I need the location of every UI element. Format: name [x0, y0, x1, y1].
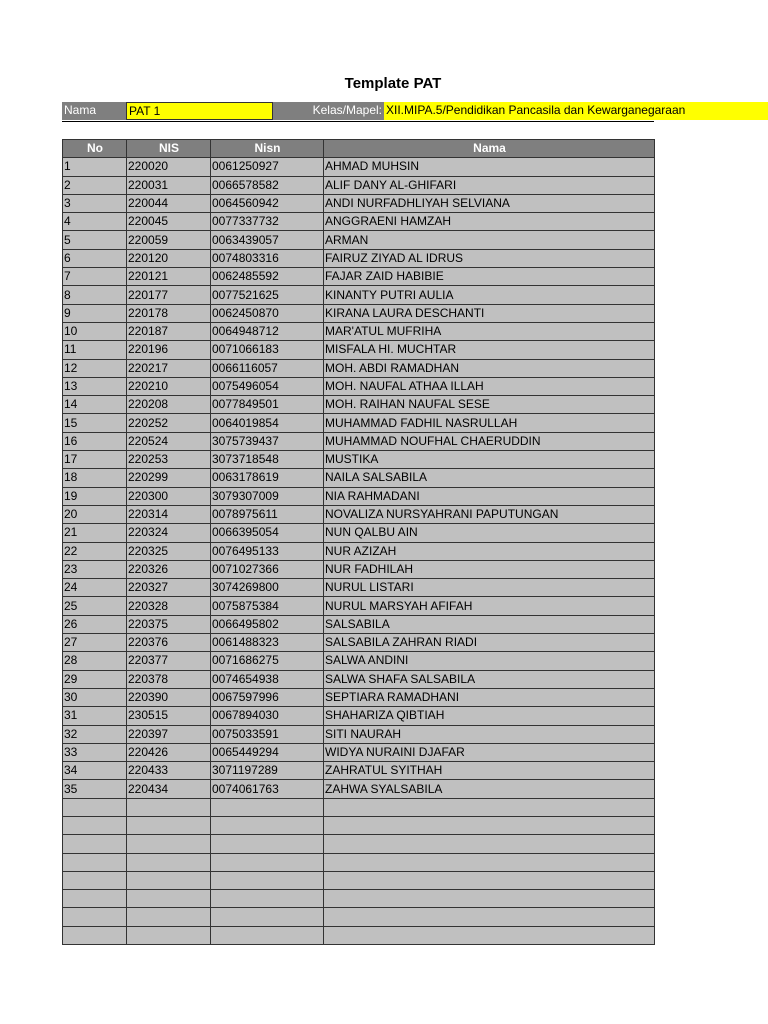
table-row: [63, 451, 655, 469]
cell-nis[interactable]: 220208: [127, 396, 211, 414]
cell-no[interactable]: 23: [63, 560, 127, 578]
cell-nis[interactable]: [127, 890, 211, 908]
cell-no[interactable]: 31: [63, 707, 127, 725]
cell-nis[interactable]: 220252: [127, 414, 211, 432]
header-no: No: [63, 140, 127, 158]
cell-nama[interactable]: KIRANA LAURA DESCHANTI: [324, 304, 655, 322]
cell-nisn[interactable]: 0064019854: [211, 414, 324, 432]
table-row: [63, 194, 655, 212]
cell-no[interactable]: 8: [63, 286, 127, 304]
header-row: [63, 140, 655, 158]
cell-nisn[interactable]: 0066395054: [211, 524, 324, 542]
table-row: [63, 359, 655, 377]
table-row: [63, 158, 655, 176]
cell-nis[interactable]: 220253: [127, 451, 211, 469]
cell-nisn[interactable]: 0063178619: [211, 469, 324, 487]
cell-nama[interactable]: MUSTIKA: [324, 451, 655, 469]
cell-nama[interactable]: [324, 926, 655, 944]
cell-nisn[interactable]: [211, 908, 324, 926]
cell-nis[interactable]: 220376: [127, 634, 211, 652]
cell-nisn[interactable]: [211, 926, 324, 944]
cell-nisn[interactable]: 3071197289: [211, 762, 324, 780]
cell-nisn[interactable]: [211, 798, 324, 816]
cell-nis[interactable]: 220314: [127, 505, 211, 523]
header-nama: Nama: [324, 140, 655, 158]
table-row: [63, 798, 655, 816]
cell-nisn[interactable]: 0064560942: [211, 194, 324, 212]
cell-no[interactable]: 29: [63, 670, 127, 688]
cell-no[interactable]: 14: [63, 396, 127, 414]
table-row: [63, 926, 655, 944]
cell-nama[interactable]: [324, 816, 655, 834]
table-row: [63, 579, 655, 597]
kelas-label: Kelas/Mapel:: [273, 102, 384, 120]
cell-no[interactable]: 15: [63, 414, 127, 432]
header-nis: NIS: [127, 140, 211, 158]
cell-no[interactable]: 3: [63, 194, 127, 212]
cell-nama[interactable]: SALSABILA: [324, 615, 655, 633]
cell-no[interactable]: 13: [63, 377, 127, 395]
cell-no[interactable]: 28: [63, 652, 127, 670]
table-row: [63, 762, 655, 780]
cell-no[interactable]: 1: [63, 158, 127, 176]
cell-nama[interactable]: NAILA SALSABILA: [324, 469, 655, 487]
cell-nama[interactable]: KINANTY PUTRI AULIA: [324, 286, 655, 304]
cell-nama[interactable]: ZAHRATUL SYITHAH: [324, 762, 655, 780]
cell-nisn[interactable]: 0071686275: [211, 652, 324, 670]
cell-nama[interactable]: SALSABILA ZAHRAN RIADI: [324, 634, 655, 652]
cell-nis[interactable]: 220178: [127, 304, 211, 322]
cell-nama[interactable]: MOH. NAUFAL ATHAA ILLAH: [324, 377, 655, 395]
cell-nama[interactable]: ANDI NURFADHLIYAH SELVIANA: [324, 194, 655, 212]
cell-nis[interactable]: 220299: [127, 469, 211, 487]
cell-nama[interactable]: MOH. RAIHAN NAUFAL SESE: [324, 396, 655, 414]
cell-nisn[interactable]: 0064948712: [211, 322, 324, 340]
cell-nisn[interactable]: [211, 871, 324, 889]
table-row: [63, 432, 655, 450]
cell-nisn[interactable]: [211, 853, 324, 871]
cell-no[interactable]: 11: [63, 341, 127, 359]
cell-nis[interactable]: 220377: [127, 652, 211, 670]
cell-nama[interactable]: WIDYA NURAINI DJAFAR: [324, 743, 655, 761]
nama-label: Nama: [62, 102, 126, 120]
cell-nisn[interactable]: 3074269800: [211, 579, 324, 597]
info-underline: [62, 121, 654, 122]
cell-nama[interactable]: NIA RAHMADANI: [324, 487, 655, 505]
table-row: [63, 396, 655, 414]
table-row: [63, 377, 655, 395]
table-row: [63, 304, 655, 322]
cell-no[interactable]: 16: [63, 432, 127, 450]
cell-nisn[interactable]: 0077337732: [211, 213, 324, 231]
cell-nis[interactable]: 220426: [127, 743, 211, 761]
cell-nis[interactable]: [127, 835, 211, 853]
cell-no[interactable]: [63, 908, 127, 926]
nama-value-cell[interactable]: PAT 1: [126, 102, 273, 120]
cell-nisn[interactable]: 0062450870: [211, 304, 324, 322]
cell-nama[interactable]: MUHAMMAD NOUFHAL CHAERUDDIN: [324, 432, 655, 450]
cell-nis[interactable]: 220326: [127, 560, 211, 578]
table-row: [63, 176, 655, 194]
table-row: [63, 615, 655, 633]
cell-no[interactable]: 10: [63, 322, 127, 340]
cell-nisn[interactable]: 0075033591: [211, 725, 324, 743]
cell-nama[interactable]: SEPTIARA RAMADHANI: [324, 688, 655, 706]
table-row: [63, 597, 655, 615]
cell-nama[interactable]: [324, 853, 655, 871]
cell-no[interactable]: 4: [63, 213, 127, 231]
cell-no[interactable]: 34: [63, 762, 127, 780]
cell-nis[interactable]: 220120: [127, 249, 211, 267]
cell-no[interactable]: 22: [63, 542, 127, 560]
cell-nama[interactable]: AHMAD MUHSIN: [324, 158, 655, 176]
cell-nisn[interactable]: 3079307009: [211, 487, 324, 505]
cell-nisn[interactable]: 0066495802: [211, 615, 324, 633]
table-row: [63, 853, 655, 871]
cell-no[interactable]: 21: [63, 524, 127, 542]
cell-nis[interactable]: 220324: [127, 524, 211, 542]
cell-nisn[interactable]: 0074654938: [211, 670, 324, 688]
cell-nisn[interactable]: 0061488323: [211, 634, 324, 652]
cell-nis[interactable]: 220044: [127, 194, 211, 212]
cell-no[interactable]: 17: [63, 451, 127, 469]
kelas-value-cell[interactable]: XII.MIPA.5/Pendidikan Pancasila dan Kewarganegaraan: [384, 102, 768, 120]
cell-nis[interactable]: 220433: [127, 762, 211, 780]
table-row: [63, 487, 655, 505]
cell-nis[interactable]: [127, 798, 211, 816]
cell-no[interactable]: 20: [63, 505, 127, 523]
cell-nis[interactable]: 220397: [127, 725, 211, 743]
cell-nis[interactable]: 220328: [127, 597, 211, 615]
student-table: [62, 139, 655, 945]
cell-nisn[interactable]: 0067894030: [211, 707, 324, 725]
table-row: [63, 542, 655, 560]
table-row: [63, 341, 655, 359]
cell-nama[interactable]: NUR FADHILAH: [324, 560, 655, 578]
cell-no[interactable]: [63, 816, 127, 834]
cell-nisn[interactable]: 0071027366: [211, 560, 324, 578]
table-row: [63, 890, 655, 908]
cell-nis[interactable]: [127, 816, 211, 834]
cell-nama[interactable]: SALWA SHAFA SALSABILA: [324, 670, 655, 688]
cell-no[interactable]: 25: [63, 597, 127, 615]
cell-nisn[interactable]: 3073718548: [211, 451, 324, 469]
cell-nama[interactable]: NOVALIZA NURSYAHRANI PAPUTUNGAN: [324, 505, 655, 523]
cell-nis[interactable]: 220378: [127, 670, 211, 688]
cell-nis[interactable]: 230515: [127, 707, 211, 725]
cell-nama[interactable]: MAR'ATUL MUFRIHA: [324, 322, 655, 340]
cell-nisn[interactable]: [211, 816, 324, 834]
cell-no[interactable]: [63, 890, 127, 908]
cell-no[interactable]: 32: [63, 725, 127, 743]
cell-nisn[interactable]: 0066578582: [211, 176, 324, 194]
cell-no[interactable]: 18: [63, 469, 127, 487]
cell-no[interactable]: 12: [63, 359, 127, 377]
cell-nis[interactable]: 220045: [127, 213, 211, 231]
table-row: [63, 835, 655, 853]
cell-nama[interactable]: MUHAMMAD FADHIL NASRULLAH: [324, 414, 655, 432]
table-row: [63, 414, 655, 432]
cell-nisn[interactable]: 0075875384: [211, 597, 324, 615]
cell-nis[interactable]: 220121: [127, 268, 211, 286]
table-row: [63, 322, 655, 340]
table-row: [63, 231, 655, 249]
table-row: [63, 469, 655, 487]
cell-no[interactable]: 26: [63, 615, 127, 633]
cell-nama[interactable]: [324, 908, 655, 926]
cell-nis[interactable]: 220524: [127, 432, 211, 450]
cell-nisn[interactable]: 0061250927: [211, 158, 324, 176]
cell-nama[interactable]: MISFALA HI. MUCHTAR: [324, 341, 655, 359]
cell-nisn[interactable]: 0077521625: [211, 286, 324, 304]
cell-nama[interactable]: ALIF DANY AL-GHIFARI: [324, 176, 655, 194]
cell-nisn[interactable]: 0071066183: [211, 341, 324, 359]
cell-nama[interactable]: NURUL MARSYAH AFIFAH: [324, 597, 655, 615]
cell-no[interactable]: [63, 798, 127, 816]
cell-no[interactable]: 24: [63, 579, 127, 597]
cell-nisn[interactable]: 0066116057: [211, 359, 324, 377]
cell-no[interactable]: 6: [63, 249, 127, 267]
cell-nama[interactable]: MOH. ABDI RAMADHAN: [324, 359, 655, 377]
cell-nisn[interactable]: 0074803316: [211, 249, 324, 267]
cell-nama[interactable]: [324, 871, 655, 889]
header-nisn: Nisn: [211, 140, 324, 158]
cell-no[interactable]: [63, 835, 127, 853]
cell-nama[interactable]: SITI NAURAH: [324, 725, 655, 743]
cell-nis[interactable]: 220327: [127, 579, 211, 597]
cell-nama[interactable]: FAJAR ZAID HABIBIE: [324, 268, 655, 286]
cell-nisn[interactable]: 0063439057: [211, 231, 324, 249]
cell-nisn[interactable]: 0077849501: [211, 396, 324, 414]
table-row: [63, 286, 655, 304]
cell-no[interactable]: 35: [63, 780, 127, 798]
cell-nis[interactable]: 220217: [127, 359, 211, 377]
cell-nama[interactable]: NURUL LISTARI: [324, 579, 655, 597]
cell-nama[interactable]: [324, 798, 655, 816]
cell-nis[interactable]: 220375: [127, 615, 211, 633]
cell-nama[interactable]: SALWA ANDINI: [324, 652, 655, 670]
cell-nama[interactable]: ANGGRAENI HAMZAH: [324, 213, 655, 231]
cell-nis[interactable]: [127, 926, 211, 944]
table-row: [63, 871, 655, 889]
cell-nama[interactable]: FAIRUZ ZIYAD AL IDRUS: [324, 249, 655, 267]
cell-no[interactable]: 5: [63, 231, 127, 249]
cell-nis[interactable]: 220059: [127, 231, 211, 249]
table-row: [63, 652, 655, 670]
cell-nama[interactable]: ZAHWA SYALSABILA: [324, 780, 655, 798]
cell-nisn[interactable]: 0065449294: [211, 743, 324, 761]
table-row: [63, 816, 655, 834]
cell-nis[interactable]: [127, 871, 211, 889]
cell-nisn[interactable]: 0062485592: [211, 268, 324, 286]
cell-no[interactable]: 19: [63, 487, 127, 505]
cell-nis[interactable]: 220020: [127, 158, 211, 176]
table-row: [63, 688, 655, 706]
table-row: [63, 670, 655, 688]
table-row: [63, 725, 655, 743]
cell-nis[interactable]: [127, 908, 211, 926]
cell-nisn[interactable]: 0075496054: [211, 377, 324, 395]
cell-no[interactable]: 7: [63, 268, 127, 286]
cell-no[interactable]: [63, 871, 127, 889]
cell-nama[interactable]: ARMAN: [324, 231, 655, 249]
cell-no[interactable]: 33: [63, 743, 127, 761]
page-title: Template PAT: [344, 75, 442, 92]
cell-nis[interactable]: 220177: [127, 286, 211, 304]
cell-nama[interactable]: NUR AZIZAH: [324, 542, 655, 560]
cell-no[interactable]: 9: [63, 304, 127, 322]
cell-no[interactable]: [63, 853, 127, 871]
cell-nis[interactable]: 220325: [127, 542, 211, 560]
cell-nis[interactable]: 220390: [127, 688, 211, 706]
cell-nisn[interactable]: 0074061763: [211, 780, 324, 798]
cell-nama[interactable]: SHAHARIZA QIBTIAH: [324, 707, 655, 725]
table-row: [63, 505, 655, 523]
table-row: [63, 908, 655, 926]
cell-nis[interactable]: 220300: [127, 487, 211, 505]
cell-no[interactable]: [63, 926, 127, 944]
cell-nama[interactable]: NUN QALBU AIN: [324, 524, 655, 542]
cell-nisn[interactable]: 3075739437: [211, 432, 324, 450]
table-row: [63, 634, 655, 652]
cell-nisn[interactable]: 0078975611: [211, 505, 324, 523]
cell-no[interactable]: 27: [63, 634, 127, 652]
cell-nis[interactable]: 220434: [127, 780, 211, 798]
cell-nis[interactable]: [127, 853, 211, 871]
cell-nisn[interactable]: 0076495133: [211, 542, 324, 560]
cell-nisn[interactable]: [211, 890, 324, 908]
cell-nama[interactable]: [324, 835, 655, 853]
cell-no[interactable]: 2: [63, 176, 127, 194]
cell-nis[interactable]: 220210: [127, 377, 211, 395]
table-row: [63, 780, 655, 798]
cell-nama[interactable]: [324, 890, 655, 908]
table-row: [63, 213, 655, 231]
table-row: [63, 560, 655, 578]
table-row: [63, 743, 655, 761]
table-row: [63, 249, 655, 267]
table-row: [63, 524, 655, 542]
cell-nisn[interactable]: [211, 835, 324, 853]
table-row: [63, 268, 655, 286]
cell-nis[interactable]: 220187: [127, 322, 211, 340]
cell-nis[interactable]: 220031: [127, 176, 211, 194]
table-row: [63, 707, 655, 725]
cell-nis[interactable]: 220196: [127, 341, 211, 359]
cell-no[interactable]: 30: [63, 688, 127, 706]
cell-nisn[interactable]: 0067597996: [211, 688, 324, 706]
